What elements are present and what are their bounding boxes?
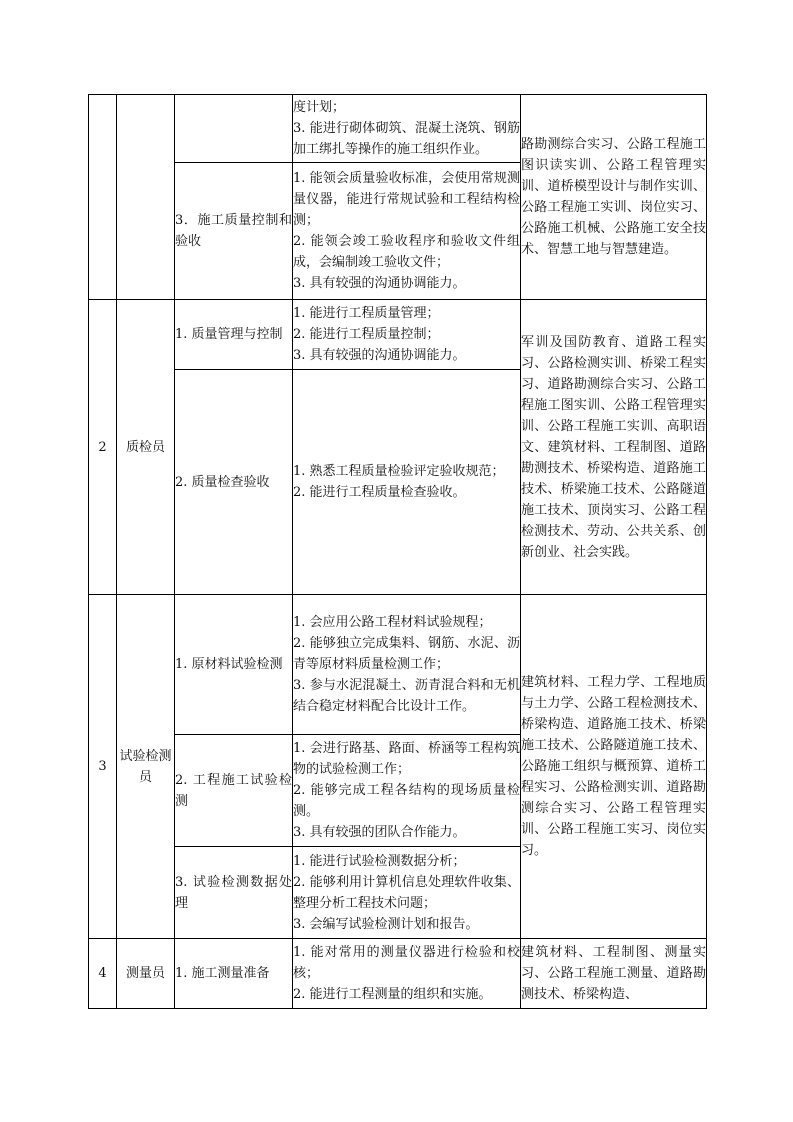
row-number-cell: 4 (89, 939, 117, 1009)
course-cell (521, 939, 707, 1009)
course-cell (521, 95, 707, 300)
requirement-line: 2. 能进行工程质量控制； (293, 327, 440, 342)
training-table (88, 94, 707, 1009)
course-cell (521, 595, 707, 939)
course-text: 建筑材料、工程制图、测量实习、公路工程施工测量、道路勘测技术、桥梁构造、 (521, 945, 706, 1002)
position-cell: 试验检测员 (117, 595, 175, 939)
work-area-label: 1. 质量管理与控制 (175, 327, 283, 342)
work-area-cell (175, 847, 293, 939)
ability-requirement-cell (293, 163, 521, 300)
work-area-label: 1. 原材料试验检测 (175, 657, 283, 672)
ability-requirement-cell (293, 847, 521, 939)
requirement-line: 1. 能对常用的测量仪器进行检验和校核； (293, 945, 520, 981)
ability-requirement-cell (293, 300, 521, 370)
requirement-line: 2. 能够独立完成集料、钢筋、水泥、沥青等原材料质量检测工作； (293, 636, 520, 672)
requirement-line: 3. 具有较强的沟通协调能力。 (293, 276, 466, 291)
requirement-line: 1. 会进行路基、路面、桥涵等工程构筑物的试验检测工作； (293, 741, 520, 777)
ability-requirement-cell (293, 939, 521, 1009)
table-row (89, 300, 707, 370)
requirement-line: 1. 会应用公路工程材料试验规程； (293, 615, 492, 630)
work-area-label: 1. 施工测量准备 (175, 966, 270, 981)
work-area-label: 3．施工质量控制和验收 (175, 213, 292, 249)
position-cell: 质检员 (117, 300, 175, 595)
table-row (89, 95, 707, 163)
ability-requirement-cell (293, 595, 521, 735)
course-text: 路勘测综合实习、公路工程施工图识读实训、公路工程管理实训、道桥模型设计与制作实训、公路工程施工实训、岗位实习、公路施工机械、公路施工安全技术、智慧工地与智慧建造。 (521, 137, 706, 257)
requirement-line: 1. 能进行试验检测数据分析； (293, 853, 466, 869)
work-area-cell (175, 163, 293, 300)
work-area-label: 3. 试验检测数据处理 (175, 874, 292, 911)
table-row (89, 595, 707, 735)
work-area-cell (175, 939, 293, 1009)
ability-requirement-cell (293, 370, 521, 595)
work-area-cell (175, 735, 293, 847)
ability-requirement-cell (293, 735, 521, 847)
requirement-line: 2. 能够完成工程各结构的现场质量检测。 (293, 783, 520, 819)
requirement-line: 3. 具有较强的团队合作能力。 (293, 825, 466, 840)
requirement-line: 1. 能领会质量验收标准，会使用常规测量仪器，能进行常规试验和工程结构检测； (293, 171, 520, 228)
position-cell (117, 95, 175, 300)
requirement-line: 2. 能进行工程测量的组织和实施。 (293, 987, 492, 1002)
work-area-label: 2. 质量检查验收 (175, 474, 270, 490)
row-number-cell (89, 95, 117, 300)
requirement-line: 1. 熟悉工程质量检验评定验收规范； (293, 464, 505, 479)
course-cell (521, 300, 707, 595)
requirement-line: 3. 会编写试验检测计划和报告。 (293, 916, 479, 932)
requirement-line: 1. 能进行工程质量管理； (293, 306, 440, 321)
work-area-cell (175, 95, 293, 163)
requirement-line: 3. 参与水泥混凝土、沥青混合料和无机结合稳定材料配合比设计工作。 (293, 678, 520, 714)
table-row (89, 939, 707, 1009)
work-area-cell (175, 300, 293, 370)
requirement-line: 2. 能领会竣工验收程序和验收文件组成，会编制竣工验收文件； (293, 234, 520, 270)
requirement-line: 3. 能进行砌体砌筑、混凝土浇筑、钢筋加工绑扎等操作的施工组织作业。 (293, 121, 520, 157)
course-text: 军训及国防教育、道路工程实习、公路检测实训、桥梁工程实习、道路勘测综合实习、公路工程施工图实训、公路工程管理实训、公路工程施工实训、高职语文、建筑材料、工程制图、道路勘测技术、桥梁构造、道路施工技术、桥梁施工技术、公路隧道施工技术、顶岗实习、公路工程检测技术、劳动、公共关系、创新创业、社会实践。 (521, 334, 706, 560)
requirement-line: 3. 具有较强的沟通协调能力。 (293, 348, 466, 363)
requirement-line: 2. 能进行工程质量检查验收。 (293, 485, 466, 500)
row-number-cell: 2 (89, 300, 117, 595)
course-text: 建筑材料、工程力学、工程地质与土力学、公路工程检测技术、桥梁构造、道路施工技术、桥梁施工技术、公路隧道施工技术、公路施工组织与概预算、道桥工程实习、公路检测实训、道路勘测综合实习、公路工程管理实训、公路工程施工实习、岗位实习。 (521, 675, 706, 858)
work-area-cell (175, 370, 293, 595)
work-area-label: 2. 工程施工试验检测 (175, 772, 292, 809)
requirement-line: 度计划； (293, 100, 346, 115)
requirement-line: 2. 能够利用计算机信息处理软件收集、整理分析工程技术问题； (293, 874, 520, 911)
ability-requirement-cell (293, 95, 521, 163)
row-number-cell: 3 (89, 595, 117, 939)
work-area-cell (175, 595, 293, 735)
position-cell: 测量员 (117, 939, 175, 1009)
